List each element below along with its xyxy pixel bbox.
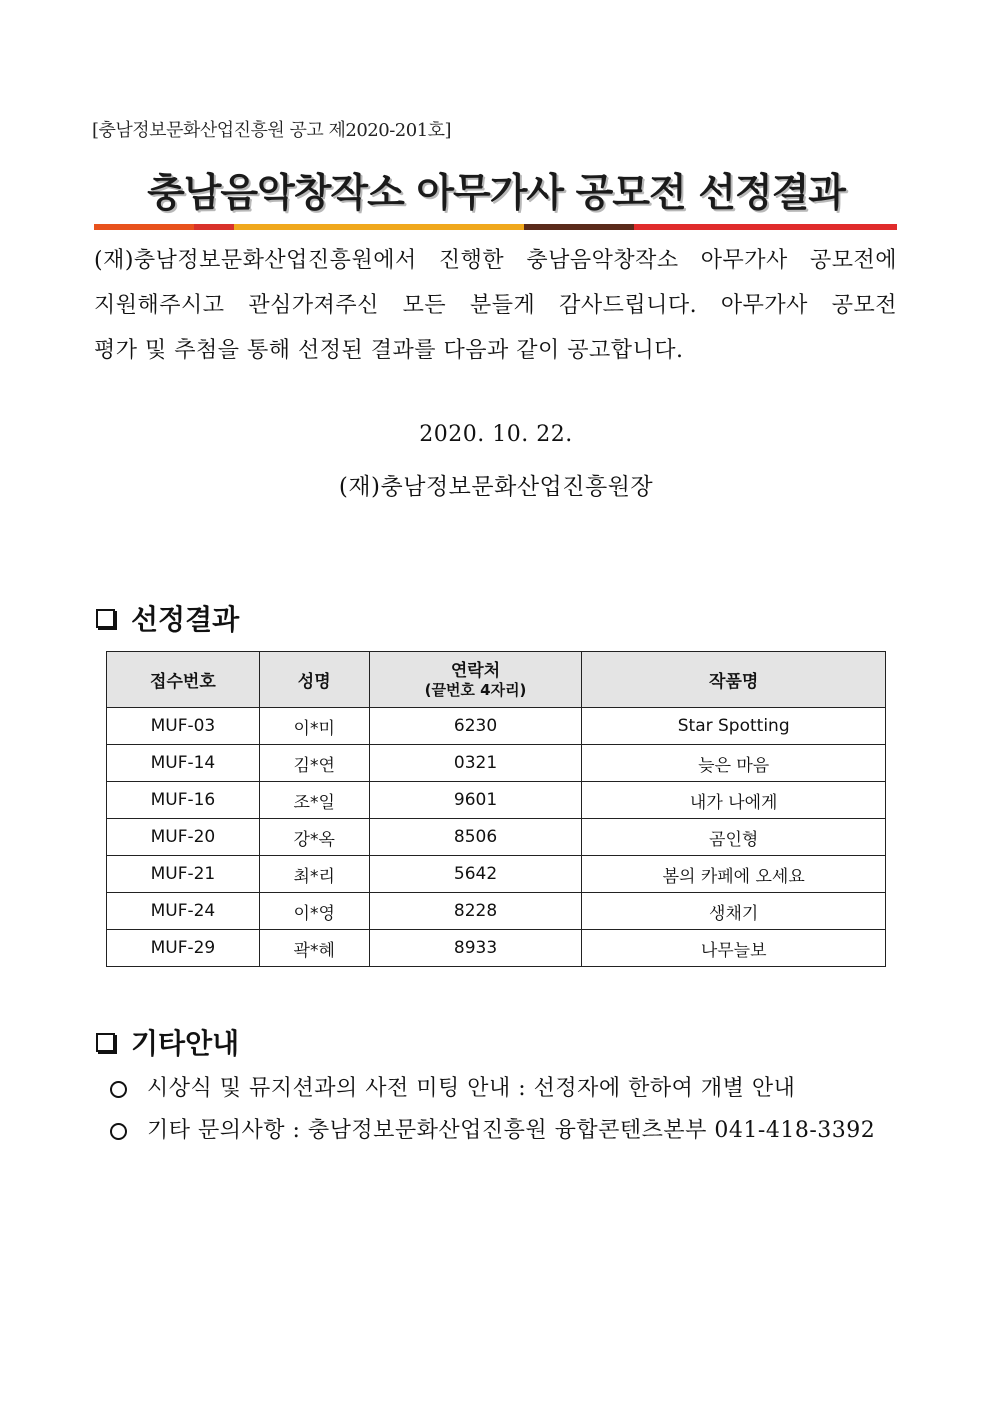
checkbox-square-icon [96, 609, 115, 628]
cell-contact: 6230 [369, 708, 582, 745]
signer: (재)충남정보문화산업진흥원장 [338, 474, 654, 500]
cell-work: 내가 나에게 [582, 782, 886, 819]
cell-contact: 8933 [369, 930, 582, 967]
cell-name: 최*리 [259, 856, 369, 893]
intro-line: (재)충남정보문화산업진흥원에서 진행한 충남음악창작소 아무가사 공모전에 [94, 248, 897, 273]
notice-number: [충남정보문화산업진흥원 공고 제2020-201호] [92, 120, 452, 141]
list-item-text: 시상식 및 뮤지션과의 사전 미팅 안내 : 선정자에 한하여 개별 안내 [147, 1076, 796, 1101]
cell-name: 김*연 [259, 745, 369, 782]
title-bar-segment [234, 224, 524, 230]
cell-contact: 9601 [369, 782, 582, 819]
table-row [107, 819, 886, 856]
intro-line: 지원해주시고 관심가져주신 모든 분들게 감사드립니다. 아무가사 공모전 [94, 293, 897, 318]
column-header-contact-sub: (끝번호 4자리) [424, 680, 527, 699]
cell-receipt-no: MUF-16 [107, 782, 260, 819]
cell-receipt-no: MUF-29 [107, 930, 260, 967]
column-header-receipt-no: 접수번호 [107, 652, 260, 708]
cell-name: 조*일 [259, 782, 369, 819]
results-heading [96, 598, 239, 638]
list-item [106, 1068, 906, 1110]
cell-contact: 8228 [369, 893, 582, 930]
cell-receipt-no: MUF-20 [107, 819, 260, 856]
table-row [107, 930, 886, 967]
title-bar-segment [634, 224, 897, 230]
intro-paragraph [94, 238, 897, 373]
cell-name: 이*미 [259, 708, 369, 745]
title-bar-segment [94, 224, 194, 230]
cell-name: 강*옥 [259, 819, 369, 856]
cell-work: 나무늘보 [582, 930, 886, 967]
table-header-row [107, 652, 886, 708]
other-info-heading [96, 1022, 239, 1062]
table-row [107, 893, 886, 930]
circle-bullet-icon [110, 1123, 127, 1140]
cell-receipt-no: MUF-03 [107, 708, 260, 745]
cell-name: 이*영 [259, 893, 369, 930]
table-row [107, 856, 886, 893]
cell-name: 곽*혜 [259, 930, 369, 967]
checkbox-square-icon [96, 1033, 115, 1052]
cell-receipt-no: MUF-14 [107, 745, 260, 782]
table-row [107, 782, 886, 819]
cell-receipt-no: MUF-21 [107, 856, 260, 893]
intro-line: 평가 및 추첨을 통해 선정된 결과를 다음과 같이 공고합니다. [94, 338, 684, 363]
circle-bullet-icon [110, 1081, 127, 1098]
notice-date: 2020. 10. 22. [419, 422, 573, 447]
cell-contact: 5642 [369, 856, 582, 893]
cell-work: Star Spotting [582, 708, 886, 745]
column-header-work: 작품명 [582, 652, 886, 708]
table-row [107, 708, 886, 745]
list-item-text: 기타 문의사항 : 충남정보문화산업진흥원 융합콘텐츠본부 041-418-3392 [147, 1118, 876, 1143]
list-item [106, 1110, 906, 1152]
cell-work: 생채기 [582, 893, 886, 930]
title-bar-segment [194, 224, 234, 230]
title-bar-segment [524, 224, 634, 230]
cell-contact: 8506 [369, 819, 582, 856]
results-heading-label: 선정결과 [131, 603, 240, 636]
results-table [106, 651, 886, 967]
column-header-contact-main: 연락처 [450, 660, 501, 681]
cell-contact: 0321 [369, 745, 582, 782]
cell-work: 늦은 마음 [582, 745, 886, 782]
column-header-name: 성명 [259, 652, 369, 708]
column-header-contact [369, 652, 582, 708]
table-row [107, 745, 886, 782]
title-underline-bar [94, 224, 897, 230]
cell-work: 봄의 카페에 오세요 [582, 856, 886, 893]
cell-work: 곰인형 [582, 819, 886, 856]
other-info-heading-label: 기타안내 [131, 1027, 240, 1060]
other-info-list [106, 1068, 906, 1152]
page-title: 충남음악창작소 아무가사 공모전 선정결과 [147, 171, 845, 216]
cell-receipt-no: MUF-24 [107, 893, 260, 930]
